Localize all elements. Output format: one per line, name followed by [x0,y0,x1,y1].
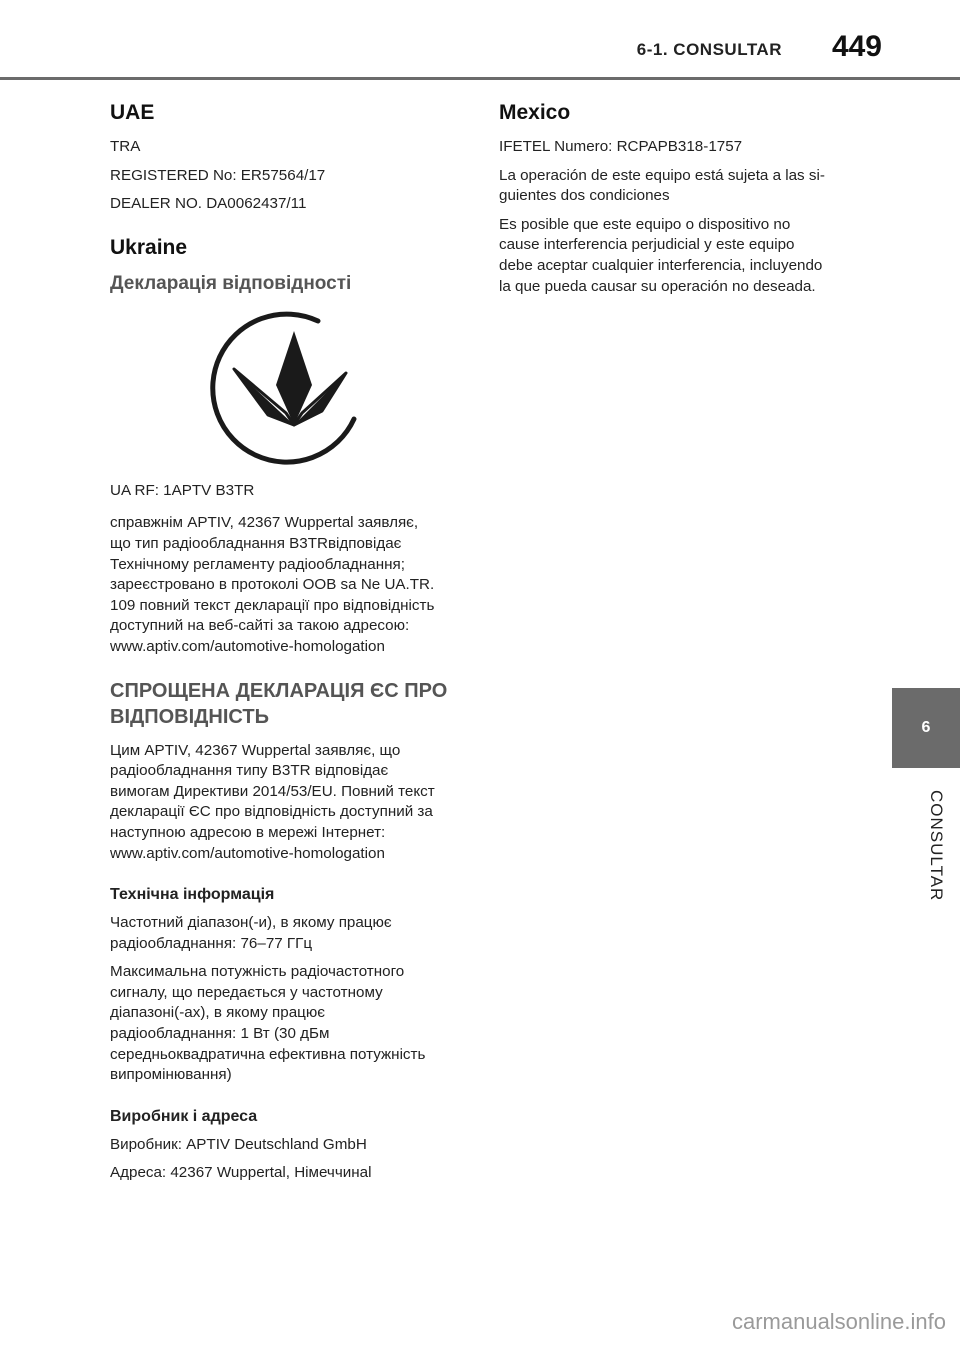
manufacturer-heading: Виробник і адреса [110,1107,258,1125]
ukraine-declaration: справжнім APTIV, 42367 Wuppertal заявляє, що тип радіообладнання B3TRвідповідає Технічному регламенту радіообладнання; зареєстровано в протоколі ООВ sa Ne UA.TR. 109 повний текст декларації про відповідність доступний на веб-сайті за такою адресою: www.aptiv.com/automotive-homologation [110,514,435,655]
eu-declaration-heading: СПРОЩЕНА ДЕКЛАРАЦІЯ ЄС ПРО ВІДПОВІДНІСТЬ [110,679,448,728]
manufacturer-name: Виробник: APTIV Deutschland GmbH [110,1135,367,1153]
chapter-tab[interactable] [892,688,960,768]
uae-line: DEALER NO. DA0062437/11 [110,195,307,213]
ukraine-subheading: Декларація відповідності [110,272,352,294]
frequency-text: Частотний діапазон(-и), в якому працює радіообладнання: 76–77 ГГц [110,914,392,952]
manufacturer-address: Адреса: 42367 Wuppertal, Німеччинаl [110,1164,372,1182]
mexico-section [499,100,849,297]
left-column [110,100,462,1192]
eu-declaration-text: Цим APTIV, 42367 Wuppertal заявляє, що радіообладнання типу B3TR відповідає вимогам Директиви 2014/53/EU. Повний текст декларації ЄС про відповідність доступний за наступною адресою в мережі Інтернет: www.aptiv.com/automotive-homologation [110,741,435,862]
section-title: 6-1. CONSULTAR [636,40,782,59]
uae-heading: UAE [110,101,155,124]
page-header [0,0,960,80]
ua-rf-code: UA RF: 1APTV B3TR [110,481,255,499]
uae-line: TRA [110,138,141,155]
mexico-heading: Mexico [499,101,571,124]
ukraine-heading: Ukraine [110,235,188,259]
chapter-number: 6 [921,719,931,736]
watermark: carmanualsonline.info [731,1309,946,1334]
conformity-mark-svg [206,307,366,467]
mexico-conditions: La operación de este equipo está sujeta a las si- guientes dos condiciones [499,166,825,205]
mexico-interference: Es posible que este equipo o dispositivo no cause interferencia perjudicial y este equipo debe aceptar cualquier interferencia, incluyendo la que pueda causar su operación no deseada. [499,215,823,295]
power-text: Максимальна потужність радіочастотного сигналу, що передається у частотному діапазоні(-ах), в якому працює радіообладнання: 1 Вт (30 дБм середньоквадратична ефективна потужність випромінювання) [110,963,426,1084]
ukraine-conformity-mark-icon [110,307,462,467]
header-rule [0,77,960,80]
tech-info-section [110,884,462,1086]
tech-info-heading: Технічна інформація [110,886,275,904]
eu-declaration-section [110,678,462,865]
chapter-tab-label: CONSULTAR [927,790,946,902]
uae-section [110,100,462,215]
ifetel-number: IFETEL Numero: RCPAPB318-1757 [499,138,743,155]
page-number: 449 [831,30,882,63]
manufacturer-section [110,1106,462,1184]
ukraine-section [110,235,462,658]
right-column [499,100,849,305]
uae-line: REGISTERED No: ER57564/17 [110,166,326,184]
